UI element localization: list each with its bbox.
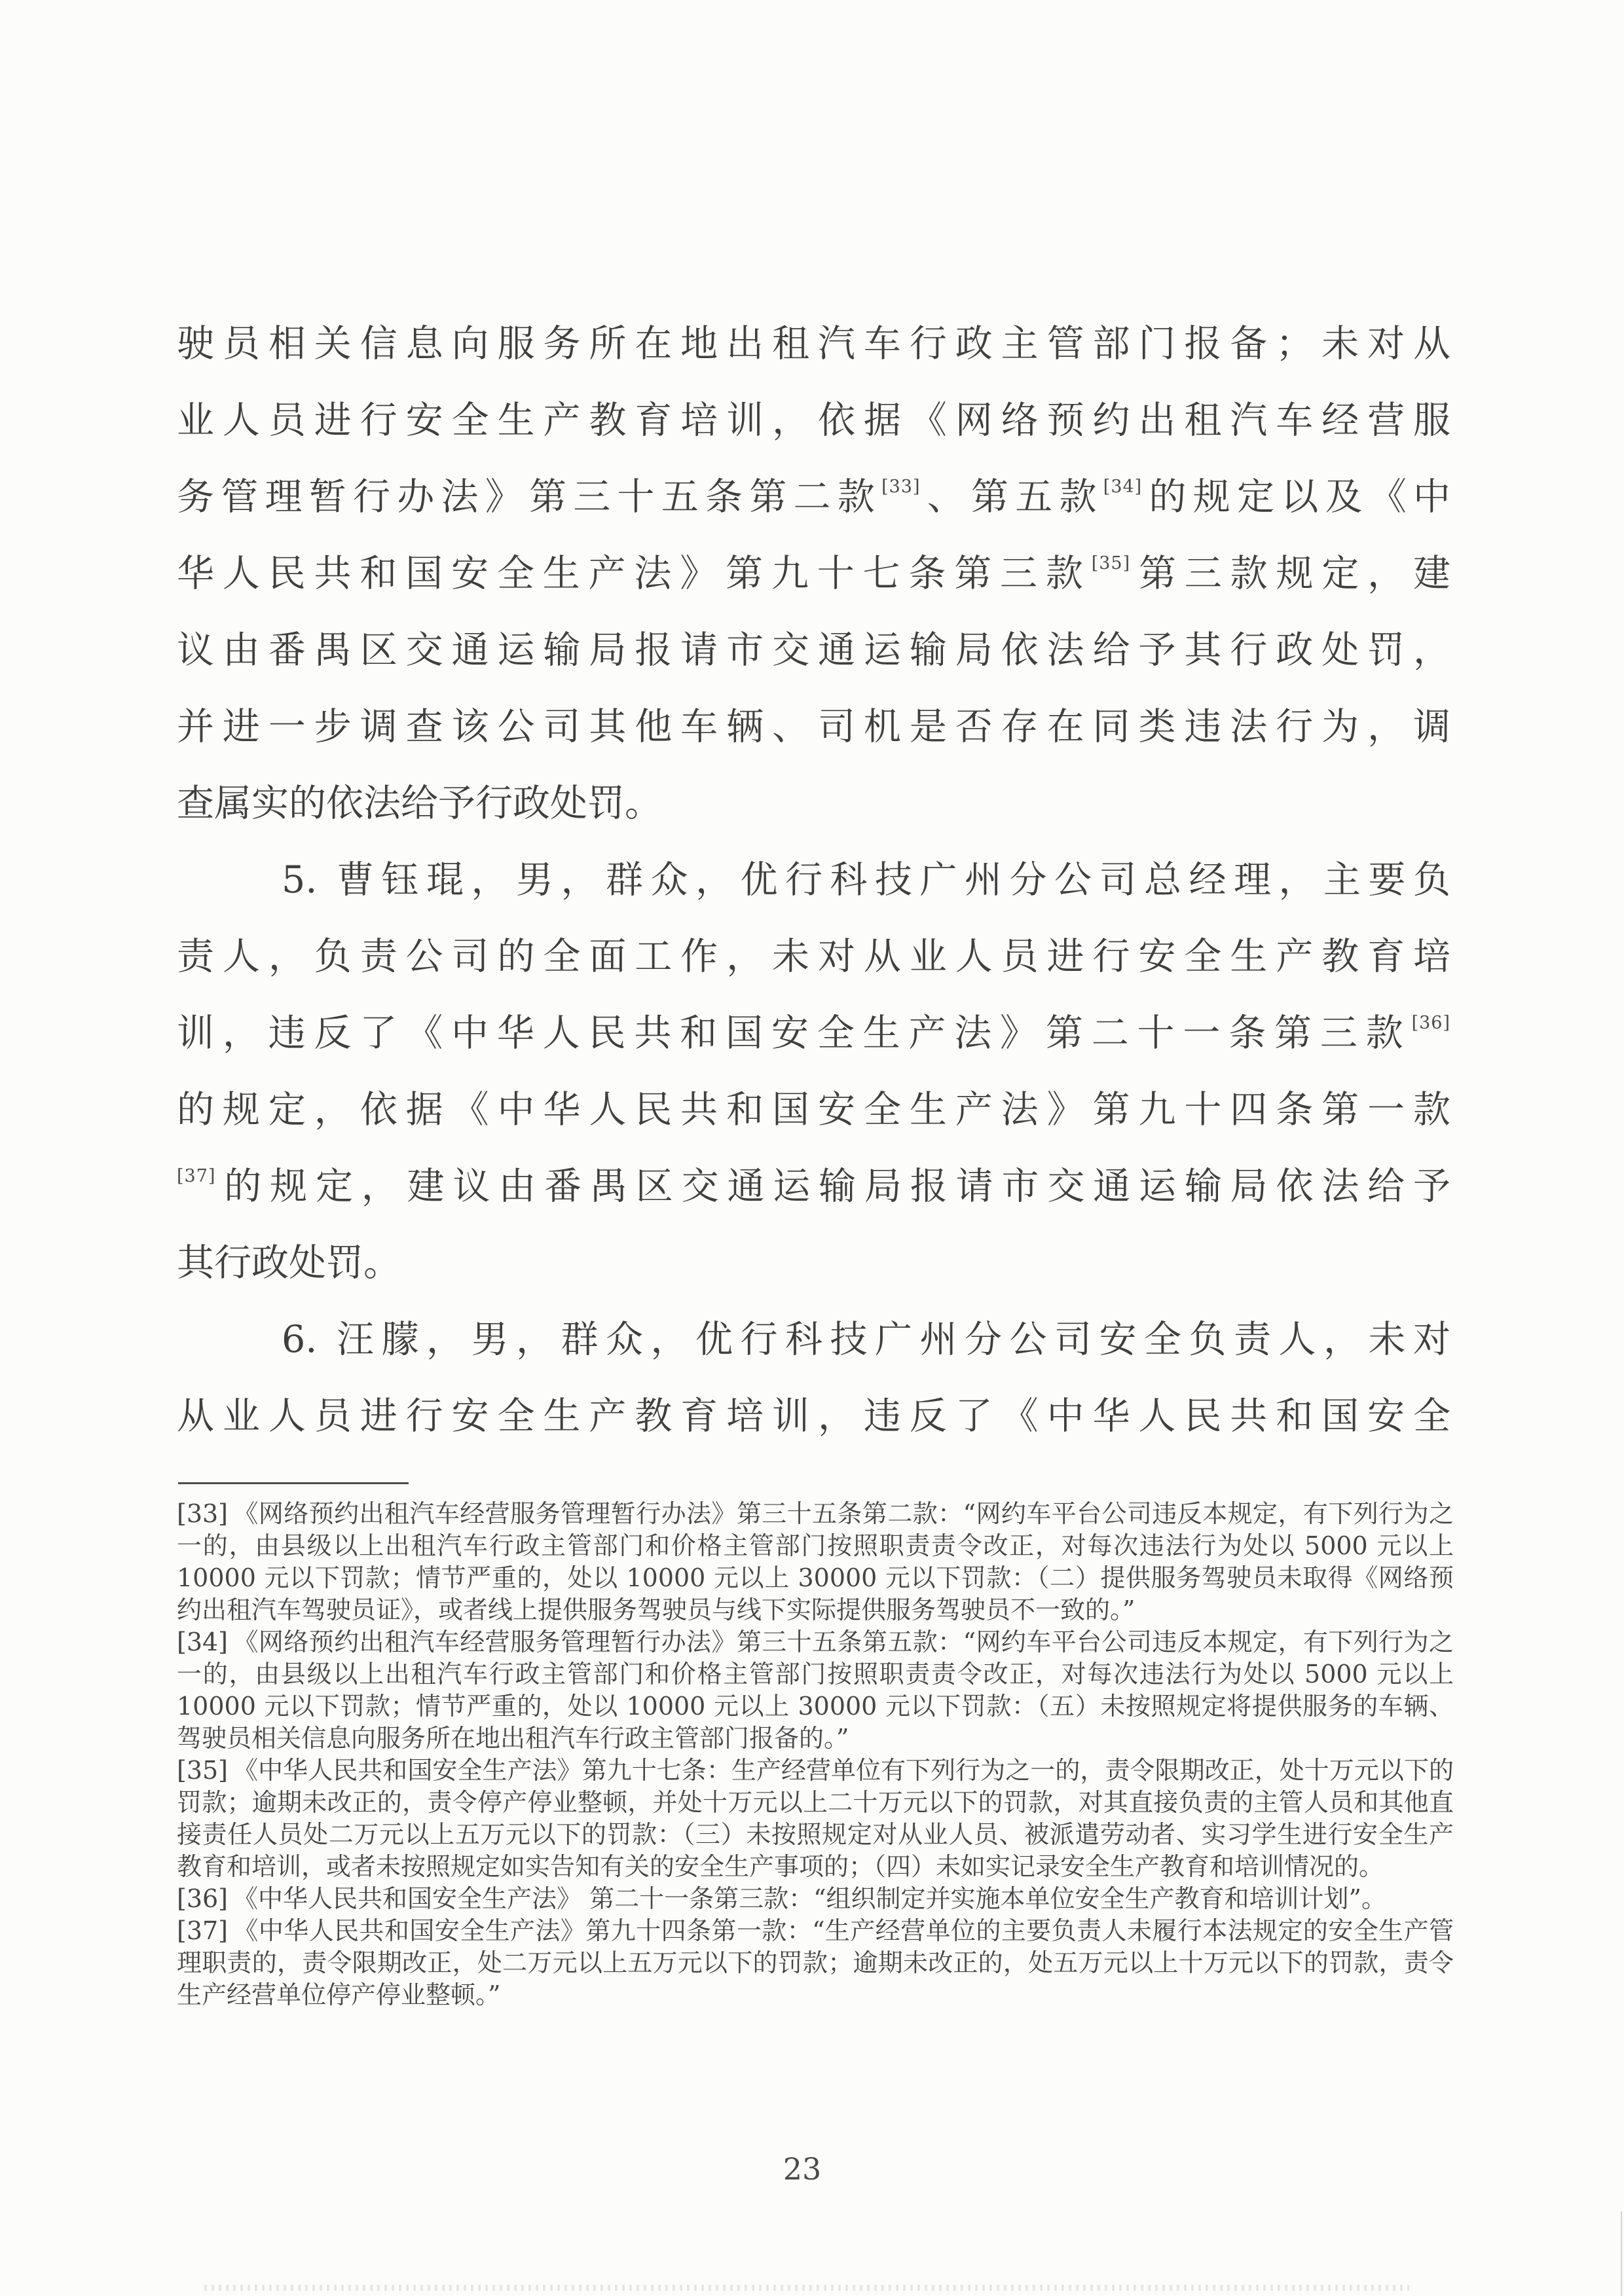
body-run: 5. 曹钰琨，男，群众，优行科技广州分公司总经理，主要负 <box>282 858 1450 902</box>
footnote <box>177 1755 1454 1883</box>
footnote-ref: [36] <box>1411 1013 1450 1033</box>
body-run: 议由番禺区交通运输局报请市交通运输局依法给予其行政处罚， <box>177 629 1450 672</box>
footnotes <box>177 1498 1454 2011</box>
body-run: 查属实的依法给予行政处罚。 <box>177 782 662 825</box>
scan-artifact-right-edge <box>1621 2212 1622 2296</box>
body-line <box>177 382 1450 459</box>
footnote-label: [34] <box>177 1628 229 1656</box>
footnote <box>177 1498 1454 1626</box>
footnote-text: 《中华人民共和国安全生产法》第九十四条第一款：“生产经营单位的主要负责人未履行本法规定的安全生产管理职责的，责令限期改正，处二万元以上五万元以下的罚款；逾期未改正的，处五万元以上十万元以下的罚款，责令生产经营单位停产停业整顿。” <box>177 1916 1454 2009</box>
footnote <box>177 1883 1454 1915</box>
body-text <box>177 306 1450 1455</box>
footnote-ref: [33] <box>881 477 921 497</box>
body-line <box>177 689 1450 765</box>
body-run: 的规定以及《中 <box>1142 475 1451 519</box>
body-line <box>177 1378 1450 1455</box>
body-run: 、第五款 <box>920 475 1103 519</box>
body-line <box>177 536 1450 612</box>
body-line <box>177 612 1450 689</box>
body-run: 责人，负责公司的全面工作，未对从业人员进行安全生产教育培 <box>177 935 1450 978</box>
footnote <box>177 1626 1454 1755</box>
body-run: 训，违反了《中华人民共和国安全生产法》第二十一条第三款 <box>177 1011 1412 1055</box>
footnote-label: [33] <box>177 1499 229 1528</box>
body-line <box>177 1148 1450 1225</box>
footnote-text: 《中华人民共和国安全生产法》 第二十一条第三款：“组织制定并实施本单位安全生产教育和培训计划”。 <box>233 1884 1386 1913</box>
body-run: 务管理暂行办法》第三十五条第二款 <box>177 475 882 519</box>
footnote-separator <box>178 1482 409 1484</box>
body-run: 华人民共和国安全生产法》第九十七条第三款 <box>177 552 1092 595</box>
body-line <box>177 765 1450 842</box>
body-line <box>177 306 1450 382</box>
body-run: 其行政处罚。 <box>177 1241 401 1285</box>
footnote <box>177 1915 1454 2011</box>
scan-artifact-bottom <box>204 2285 1409 2291</box>
body-run: 第三款规定，建 <box>1130 552 1451 595</box>
body-run: 从业人员进行安全生产教育培训，违反了《中华人民共和国安全 <box>177 1394 1450 1438</box>
footnote-label: [37] <box>177 1916 229 1945</box>
body-line <box>177 459 1450 536</box>
body-line <box>177 995 1450 1072</box>
body-run: 的规定，建议由番禺区交通运输局报请市交通运输局依法给予 <box>215 1165 1450 1208</box>
footnote-ref: [34] <box>1103 477 1143 497</box>
footnote-ref: [37] <box>177 1166 216 1186</box>
footnote-label: [36] <box>177 1884 229 1913</box>
footnote-text: 《中华人民共和国安全生产法》第九十七条：生产经营单位有下列行为之一的，责令限期改正，处十万元以下的罚款；逾期未改正的，责令停产停业整顿，并处十万元以上二十万元以下的罚款，对其直接负责的主管人员和其他直接责任人员处二万元以上五万元以下的罚款：（三）未按照规定对从业人员、被派遣劳动者、实习学生进行安全生产教育和培训，或者未按照规定如实告知有关的安全生产事项的；（四）未如实记录安全生产教育和培训情况的。 <box>177 1756 1454 1881</box>
footnote-text: 《网络预约出租汽车经营服务管理暂行办法》第三十五条第五款：“网约车平台公司违反本规定，有下列行为之一的，由县级以上出租汽车行政主管部门和价格主管部门按照职责责令改正，对每次违法行为处以 5000 元以上 10000 元以下罚款；情节严重的，处以 10000 元以上 30000 元以下罚款：（五）未按照规定将提供服务的车辆、驾驶员相关信息向服务所在地出租汽车行政主管部门报备的。” <box>177 1628 1454 1753</box>
body-run: 6. 汪朦，男，群众，优行科技广州分公司安全负责人，未对 <box>282 1318 1450 1361</box>
body-line <box>177 919 1450 995</box>
footnote-ref: [35] <box>1091 553 1131 574</box>
footnote-text: 《网络预约出租汽车经营服务管理暂行办法》第三十五条第二款：“网约车平台公司违反本规定，有下列行为之一的，由县级以上出租汽车行政主管部门和价格主管部门按照职责责令改正，对每次违法行为处以 5000 元以上 10000 元以下罚款；情节严重的，处以 10000 元以上 30000 元以下罚款：（二）提供服务驾驶员未取得《网络预约出租汽车驾驶员证》，或者线上提供服务驾驶员与线下实际提供服务驾驶员不一致的。” <box>177 1499 1454 1624</box>
body-line <box>177 1225 1450 1302</box>
body-line <box>177 1072 1450 1148</box>
body-run: 业人员进行安全生产教育培训，依据《网络预约出租汽车经营服 <box>177 399 1450 442</box>
body-line <box>177 1302 1450 1378</box>
body-run: 驶员相关信息向服务所在地出租汽车行政主管部门报备；未对从 <box>177 322 1450 365</box>
page-number: 23 <box>783 2151 822 2187</box>
footnote-label: [35] <box>177 1756 229 1785</box>
body-run: 的规定，依据《中华人民共和国安全生产法》第九十四条第一款 <box>177 1088 1450 1131</box>
body-run: 并进一步调查该公司其他车辆、司机是否存在同类违法行为，调 <box>177 705 1450 748</box>
body-line <box>177 842 1450 919</box>
